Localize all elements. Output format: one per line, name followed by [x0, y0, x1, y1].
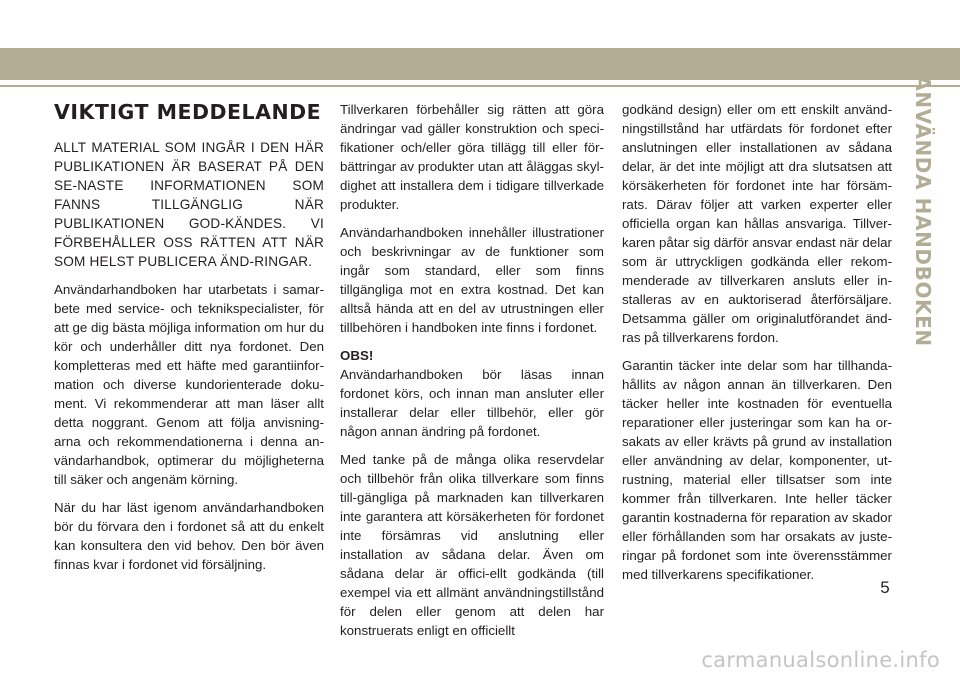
- section-side-tab: [905, 75, 941, 347]
- watermark: carmanualsonline.info: [701, 648, 940, 672]
- spare-parts-paragraph: Med tanke på de många olika reservdelar och tillbehör från olika tillverkare som finns till-gängliga på marknaden kan tillverkaren inte garantera att körsäkerheten för fordonet inte försämras vid anslutning eller installation av sådana delar. Även om sådana delar är offici-ellt godkända (till exempel via ett allmänt användningstillstånd för delen eller genom att delen har konstruerats enligt en officiellt: [340, 452, 604, 638]
- caps-notice-paragraph: ALLT MATERIAL SOM INGÅR I DEN HÄR PUBLIKATIONEN ÄR BASERAT PÅ DEN SE-NASTE INFORMATIONEN SOM FANNS TILLGÄNGLIG NÄR PUBLIKATIONEN GOD-KÄNDES. VI FÖRBEHÅLLER OSS RÄTTEN ATT NÄR SOM HELST PUBLICERA ÄND-RINGAR.: [54, 140, 324, 269]
- section-side-tab-label: ANVÄNDA HANDBOKEN: [911, 75, 935, 347]
- approved-design-paragraph: godkänd design) eller om ett enskilt använd-ningstillstånd har utfärdats för fordonet efter anslutningen eller installationen av sådana delar, är det inte möjligt att dra slutsatsen att körsäkerheten för fordonet inte har försäm-rats. Därav följer att varken experter eller officiella organ kan hållas ansvariga. Tillver-karen påtar sig därför ansvar endast när delar som är uttryckligen godkända eller rekom-menderade av tillverkaren ansluts eller in-stalleras av en auktoriserad återförsäljare. Detsamma gäller om originalutförandet änd-ras på tillverkarens fordon.: [622, 102, 892, 345]
- storage-paragraph: När du har läst igenom användarhandboken bör du förvara den i fordonet så att du enkelt kan konsultera den vid behov. Den bör även finnas kvar i fordonet vid försäljning.: [54, 500, 324, 572]
- column-2: [340, 100, 604, 640]
- obs-note: [340, 346, 604, 441]
- warranty-paragraph: Garantin täcker inte delar som har tillhanda-hållits av någon annan än tillverkaren. Den täcker heller inte kostnaden för eventuella reparationer eller justeringar som kan ha or-sakats av eller krävts på grund av installation eller användning av delar, komponenter, ut-rustning, material eller tillsatser som inte kommer från tillverkaren. Inte heller täcker garantin kostnaderna för reparation av skador eller förhållanden som har orsakats av juste-ringar på fordonet som inte överensstämmer med tillverkarens specifikationer.: [622, 358, 892, 582]
- header-rule: [0, 85, 960, 87]
- column-3: [622, 100, 892, 593]
- obs-label: OBS!: [340, 348, 374, 363]
- manufacturer-rights-paragraph: Tillverkaren förbehåller sig rätten att göra ändringar vad gäller konstruktion och speci-fikationer och/eller göra tillägg till eller för-bättringar av produkter utan att åläggas skyl-dighet att installera dem i tidigare tillverkade produkter.: [340, 102, 604, 212]
- page-title: VIKTIGT MEDDELANDE: [54, 100, 322, 124]
- obs-text: Användarhandboken bör läsas innan fordonet körs, och innan man ansluter eller installerar delar eller tillbehör, eller gör någon annan ändring på fordonet.: [340, 367, 604, 439]
- header-band: [0, 48, 960, 80]
- illustrations-paragraph: Användarhandboken innehåller illustrationer och beskrivningar av de funktioner som ingår som standard, eller som finns tillgängliga mot en extra kostnad. Det kan alltså hända att en del av utrustningen eller tillbehören i handboken inte finns i fordonet.: [340, 225, 604, 335]
- page-number: 5: [880, 578, 890, 597]
- column-1: [54, 100, 324, 583]
- intro-paragraph: Användarhandboken har utarbetats i samar-bete med service- och teknikspecialister, för att ge dig bästa möjliga information om hur du kör och underhåller ditt nya fordonet. Den kompletteras med ett häfte med garantiinfor-mation och diverse kundorienterade doku-ment. Vi rekommenderar att man läser allt detta noggrant. Genom att följa anvisning-arna och rekommendationerna i denna an-vändarhandbok, optimerar du möjligheterna till säker och angenäm körning.: [54, 282, 324, 487]
